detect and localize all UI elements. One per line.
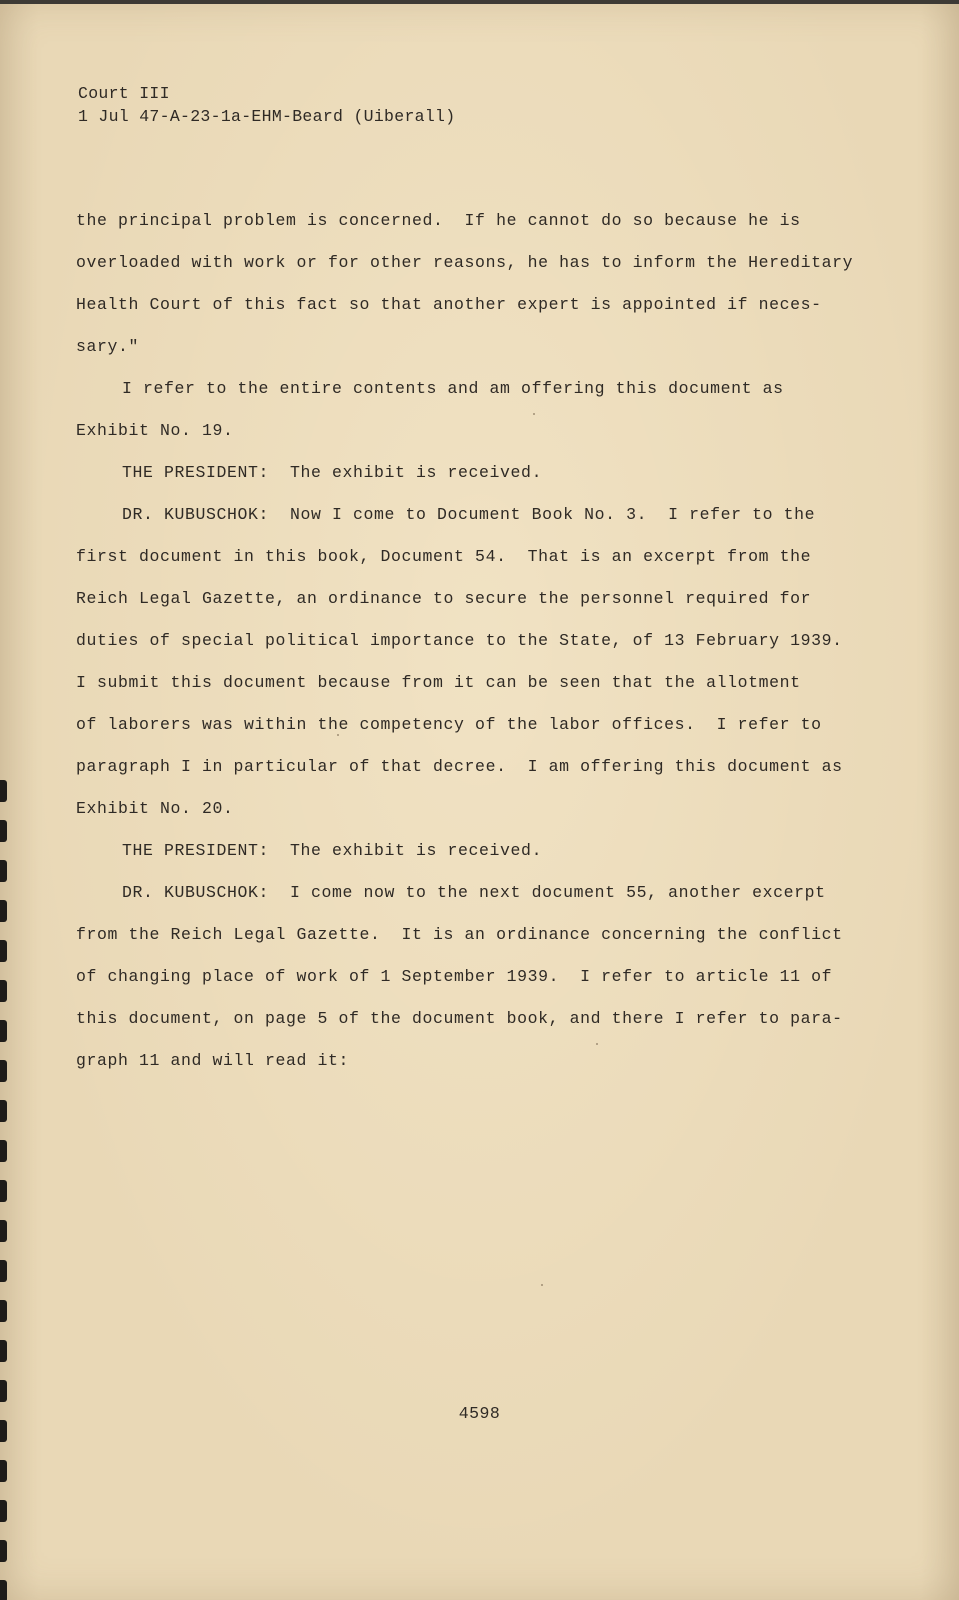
binding-hole <box>0 1420 7 1442</box>
text-line: of laborers was within the competency of the labor offices. I refer to <box>76 715 822 734</box>
text-line: graph 11 and will read it: <box>76 1051 350 1070</box>
text-line: of changing place of work of 1 September 1939. I refer to article 11 of <box>76 967 833 986</box>
page-number: 4598 <box>458 1404 501 1423</box>
binding-hole <box>0 1020 7 1042</box>
text-line: Exhibit No. 19. <box>76 421 234 440</box>
text-line: duties of special political importance to the State, of 13 February 1939. <box>76 631 843 650</box>
scan-top-edge <box>0 0 959 4</box>
binding-hole <box>0 1260 7 1282</box>
binding-holes-strip <box>0 0 8 1600</box>
paper-speck <box>337 734 339 736</box>
text-line: Exhibit No. 20. <box>76 799 234 818</box>
binding-hole <box>0 1300 7 1322</box>
paper-speck <box>533 413 535 415</box>
binding-hole <box>0 1540 7 1562</box>
binding-hole <box>0 1180 7 1202</box>
text-line: overloaded with work or for other reasons, he has to inform the Hereditary <box>76 253 854 272</box>
binding-hole <box>0 820 7 842</box>
binding-hole <box>0 1580 7 1600</box>
binding-hole <box>0 860 7 882</box>
binding-hole <box>0 1100 7 1122</box>
text-line: Health Court of this fact so that another expert is appointed if neces- <box>76 295 822 314</box>
binding-hole <box>0 1460 7 1482</box>
binding-hole <box>0 1220 7 1242</box>
binding-hole <box>0 940 7 962</box>
binding-hole <box>0 900 7 922</box>
paper-speck <box>541 1284 543 1286</box>
binding-hole <box>0 780 7 802</box>
binding-hole <box>0 1340 7 1362</box>
text-line: this document, on page 5 of the document book, and there I refer to para- <box>76 1009 843 1028</box>
transcript-body <box>76 206 854 1088</box>
text-line: sary." <box>76 337 140 356</box>
binding-hole <box>0 1140 7 1162</box>
court-label: Court III <box>78 84 170 103</box>
text-line: I refer to the entire contents and am offering this document as <box>122 379 784 398</box>
text-line: DR. KUBUSCHOK: I come now to the next document 55, another excerpt <box>122 883 826 902</box>
text-line: Reich Legal Gazette, an ordinance to secure the personnel required for <box>76 589 812 608</box>
binding-hole <box>0 1500 7 1522</box>
paper-speck <box>596 1043 598 1045</box>
binding-hole <box>0 1380 7 1402</box>
binding-hole <box>0 1060 7 1082</box>
document-header <box>78 82 455 128</box>
text-line: THE PRESIDENT: The exhibit is received. <box>122 463 543 482</box>
binding-hole <box>0 980 7 1002</box>
text-line: from the Reich Legal Gazette. It is an ordinance concerning the conflict <box>76 925 843 944</box>
text-line: paragraph I in particular of that decree. I am offering this document as <box>76 757 843 776</box>
text-line: the principal problem is concerned. If he cannot do so because he is <box>76 211 801 230</box>
transcript-reference: 1 Jul 47-A-23-1a-EHM-Beard (Uiberall) <box>78 107 456 126</box>
text-line: first document in this book, Document 54. That is an excerpt from the <box>76 547 812 566</box>
text-line: THE PRESIDENT: The exhibit is received. <box>122 841 543 860</box>
text-line: I submit this document because from it can be seen that the allotment <box>76 673 801 692</box>
text-line: DR. KUBUSCHOK: Now I come to Document Book No. 3. I refer to the <box>122 505 816 524</box>
